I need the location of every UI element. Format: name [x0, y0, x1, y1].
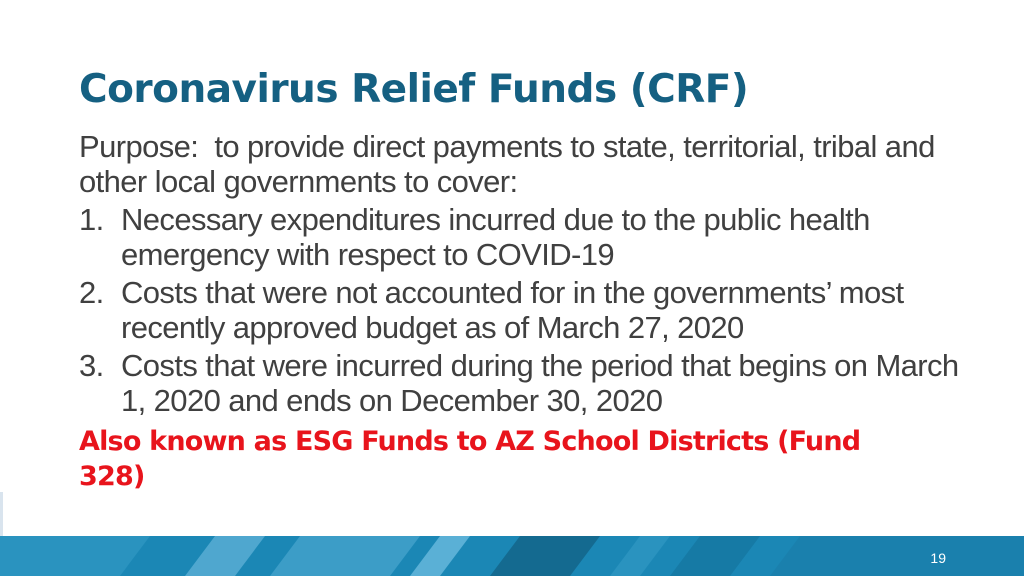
footer-stripes-graphic — [0, 536, 1024, 576]
list-item-text: Necessary expenditures incurred due to the public health emergency with respect to COVID-19 — [121, 202, 870, 272]
list-item — [79, 348, 979, 418]
highlight-note: Also known as ESG Funds to AZ School Districts (Fund 328) — [79, 426, 861, 492]
list-item — [79, 202, 979, 272]
list-item — [79, 275, 979, 345]
page-number: 19 — [930, 550, 946, 566]
purpose-label: Purpose: — [79, 129, 215, 164]
list-item-text: Costs that were incurred during the period that begins on March 1, 2020 and ends on December 30, 2020 — [121, 348, 959, 418]
list-item-text: Costs that were not accounted for in the governments’ most recently approved budget as of March 27, 2020 — [121, 275, 904, 345]
numbered-list — [79, 202, 979, 418]
list-item-number: 1. — [79, 202, 104, 237]
purpose-paragraph — [79, 129, 979, 199]
side-accent-bar — [0, 492, 3, 536]
list-item-number: 3. — [79, 348, 104, 383]
list-item-number: 2. — [79, 275, 104, 310]
slide-title: Coronavirus Relief Funds (CRF) — [79, 67, 749, 112]
slide-body — [79, 129, 979, 494]
purpose-text: to provide direct payments to state, territorial, tribal and other local governments to cover: — [79, 129, 935, 199]
footer-band — [0, 536, 1024, 576]
